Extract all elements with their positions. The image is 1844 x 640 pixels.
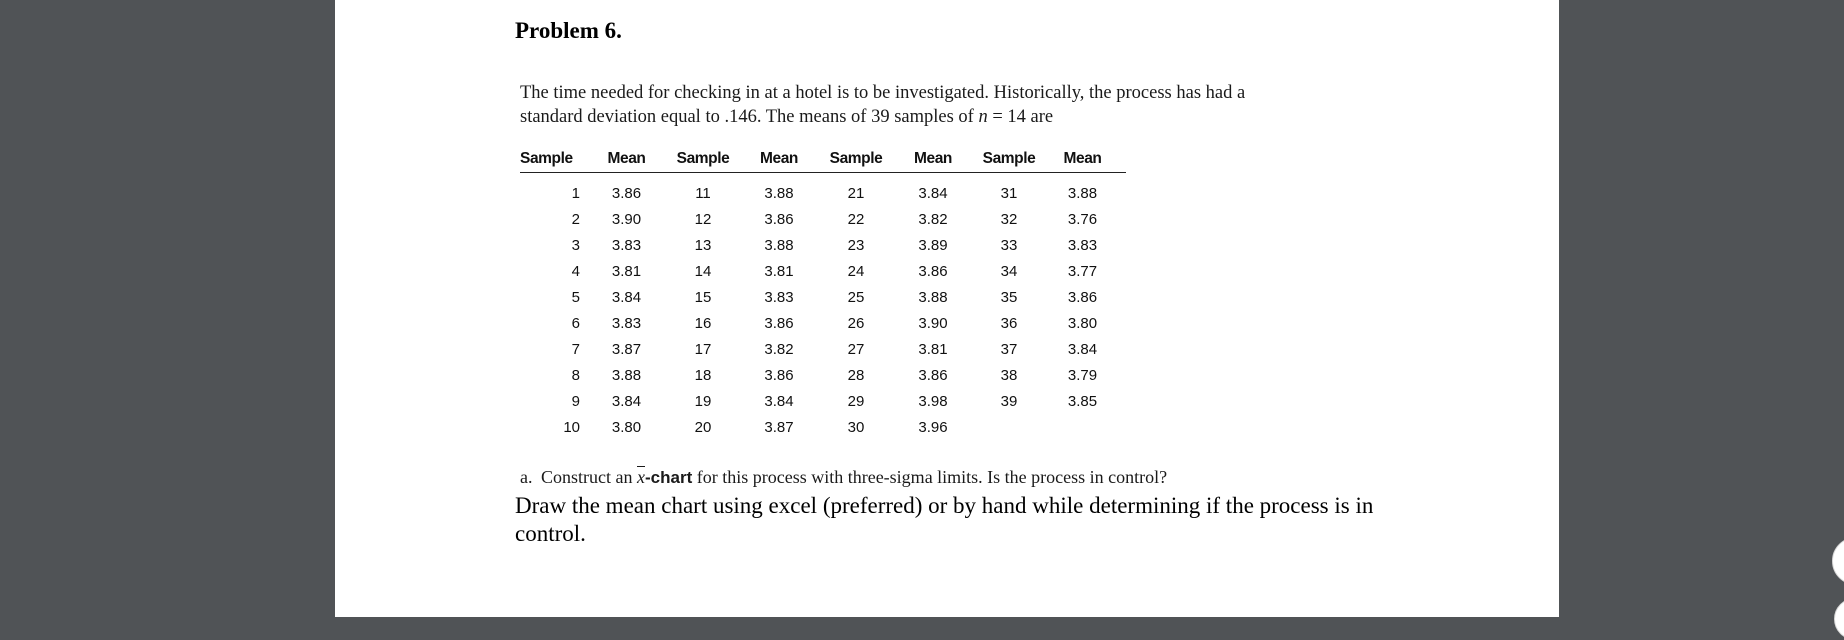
sample-number: 6: [571, 314, 580, 332]
sample-number-cell: [979, 414, 1039, 440]
mean-value-cell: 3.81: [611, 262, 642, 280]
mean-value-cell: 3.98: [918, 392, 948, 410]
sample-number-cell: 12: [694, 210, 712, 228]
sample-number-cell: 26: [847, 314, 865, 332]
sample-number-cell: 14: [694, 262, 712, 280]
sample-number: 4: [571, 262, 580, 280]
sample-number-cell: 19: [694, 392, 712, 410]
column-header-mean: Mean: [733, 146, 825, 173]
variable-n: n: [978, 107, 988, 127]
sample-number: 8: [571, 366, 580, 384]
intro-line-2: [520, 105, 1282, 129]
mean-value-cell: 3.82: [764, 340, 794, 358]
sample-number-cell: 13: [694, 236, 712, 254]
sample-number-cell: [520, 414, 580, 440]
table-row: [520, 206, 1126, 232]
problem-intro: [520, 81, 1282, 129]
floating-action-button-secondary[interactable]: [1834, 598, 1844, 640]
table-header-row: [520, 146, 1126, 173]
sample-number-cell: 39: [1000, 392, 1018, 410]
sample-number-cell: 32: [1000, 210, 1018, 228]
sample-number-cell: 25: [847, 288, 865, 306]
mean-value-cell: 3.86: [918, 262, 948, 280]
sample-number-cell: 37: [1000, 340, 1018, 358]
table-spacer: [520, 173, 1126, 181]
sample-number-cell: 22: [847, 210, 865, 228]
sample-number-cell: [520, 310, 580, 336]
sample-number-cell: [520, 362, 580, 388]
mean-value-cell: 3.88: [1067, 184, 1098, 202]
sample-number-cell: [520, 206, 580, 232]
sample-number-cell: 11: [695, 184, 711, 202]
table-row: [520, 336, 1126, 362]
sample-number-cell: 15: [694, 288, 712, 306]
sample-number-cell: 30: [847, 418, 865, 436]
sample-number-cell: 36: [1000, 314, 1018, 332]
mean-value-cell: 3.81: [918, 340, 948, 358]
table-row: [520, 180, 1126, 206]
sample-number-cell: 33: [1000, 236, 1018, 254]
sample-number: 9: [571, 392, 580, 410]
table-body: [520, 173, 1126, 441]
sample-number-cell: 28: [847, 366, 865, 384]
mean-value-cell: 3.90: [918, 314, 948, 332]
instruction-text: Draw the mean chart using excel (preferred) or by hand while determining if the process is in control.: [515, 493, 1374, 546]
mean-value-cell: 3.88: [918, 288, 948, 306]
document-page: [335, 0, 1559, 617]
x-bar-symbol: $\overline{x}$: [637, 467, 645, 487]
sample-number-cell: [520, 336, 580, 362]
mean-value-cell: 3.87: [611, 340, 642, 358]
mean-value-cell: 3.84: [918, 184, 948, 202]
column-header-sample: Sample: [979, 146, 1039, 173]
problem-title: Problem 6.: [515, 18, 622, 43]
intro-line-2-start: standard deviation equal to .146. The means of 39 samples of: [520, 107, 979, 127]
sample-number-cell: 29: [847, 392, 865, 410]
table-row: [520, 310, 1126, 336]
sample-number: 1: [571, 184, 580, 202]
sample-number-cell: 18: [694, 366, 712, 384]
sample-number-cell: 31: [1000, 184, 1018, 202]
column-header-sample: Sample: [825, 146, 887, 173]
sample-number-cell: 24: [847, 262, 865, 280]
sample-means-table: [520, 146, 1126, 440]
column-header-mean: Mean: [580, 146, 673, 173]
mean-value-cell: 3.84: [611, 288, 642, 306]
sample-number-cell: [520, 258, 580, 284]
sample-number-cell: [520, 232, 580, 258]
sample-number-cell: 38: [1000, 366, 1018, 384]
mean-value-cell: 3.85: [1067, 392, 1098, 410]
table-row: [520, 414, 1126, 440]
mean-value-cell: 3.76: [1067, 210, 1098, 228]
part-a-text-end: for this process with three-sigma limits. Is the process in control?: [692, 467, 1168, 487]
sample-number-cell: [520, 180, 580, 206]
mean-value-cell: 3.96: [918, 418, 948, 436]
table-row: [520, 258, 1126, 284]
mean-value-cell: 3.79: [1067, 366, 1098, 384]
part-a-label: a.: [520, 467, 533, 487]
part-a-text-start: Construct an: [541, 467, 637, 487]
mean-value-cell: 3.80: [611, 418, 642, 436]
mean-value-cell: 3.83: [764, 288, 794, 306]
mean-value-cell: 3.87: [764, 418, 794, 436]
mean-value-cell: 3.84: [611, 392, 642, 410]
mean-value-cell: 3.86: [764, 210, 794, 228]
intro-line-2-end: = 14 are: [987, 107, 1054, 127]
sample-number: 5: [571, 288, 580, 306]
mean-value-cell: 3.80: [1067, 314, 1098, 332]
table-row: [520, 232, 1126, 258]
floating-action-button[interactable]: [1832, 537, 1844, 585]
table-row: [520, 362, 1126, 388]
mean-value-cell: 3.84: [1067, 340, 1098, 358]
mean-value-cell: [1039, 414, 1126, 440]
sample-number-cell: 17: [694, 340, 712, 358]
sample-number-cell: 20: [694, 418, 712, 436]
mean-value-cell: 3.88: [764, 236, 794, 254]
sample-number-cell: [520, 284, 580, 310]
sample-number: 7: [571, 340, 580, 358]
column-header-sample: Sample: [520, 146, 580, 173]
sample-number-cell: 16: [694, 314, 712, 332]
mean-value-cell: 3.83: [1067, 236, 1098, 254]
mean-value-cell: 3.88: [764, 184, 794, 202]
mean-value-cell: 3.84: [764, 392, 794, 410]
mean-value-cell: 3.88: [611, 366, 642, 384]
table-row: [520, 388, 1126, 414]
mean-value-cell: 3.86: [764, 314, 794, 332]
intro-line-1: The time needed for checking in at a hotel is to be investigated. Historically, the process has had a: [520, 83, 1246, 103]
sample-number: 10: [563, 418, 580, 436]
mean-value-cell: 3.86: [1067, 288, 1098, 306]
mean-value-cell: 3.89: [918, 236, 948, 254]
mean-value-cell: 3.81: [764, 262, 794, 280]
mean-value-cell: 3.86: [611, 184, 642, 202]
mean-value-cell: 3.83: [611, 314, 642, 332]
column-header-mean: Mean: [887, 146, 979, 173]
mean-value-cell: 3.82: [918, 210, 948, 228]
column-header-sample: Sample: [673, 146, 733, 173]
spacer-cell: [520, 173, 1126, 181]
mean-value-cell: 3.83: [611, 236, 642, 254]
mean-value-cell: 3.86: [764, 366, 794, 384]
chart-word: -chart: [645, 468, 693, 487]
column-header-mean: Mean: [1039, 146, 1126, 173]
sample-number-cell: 21: [847, 184, 865, 202]
mean-value-cell: 3.90: [611, 210, 642, 228]
part-a-question: [520, 467, 1167, 488]
sample-number-cell: 34: [1000, 262, 1018, 280]
mean-value-cell: 3.86: [918, 366, 948, 384]
sample-number: 3: [571, 236, 580, 254]
sample-number-cell: 35: [1000, 288, 1018, 306]
sample-number-cell: 27: [847, 340, 865, 358]
sample-number: 2: [571, 210, 580, 228]
sample-number-cell: [520, 388, 580, 414]
mean-value-cell: 3.77: [1067, 262, 1098, 280]
table-row: [520, 284, 1126, 310]
sample-number-cell: 23: [847, 236, 865, 254]
